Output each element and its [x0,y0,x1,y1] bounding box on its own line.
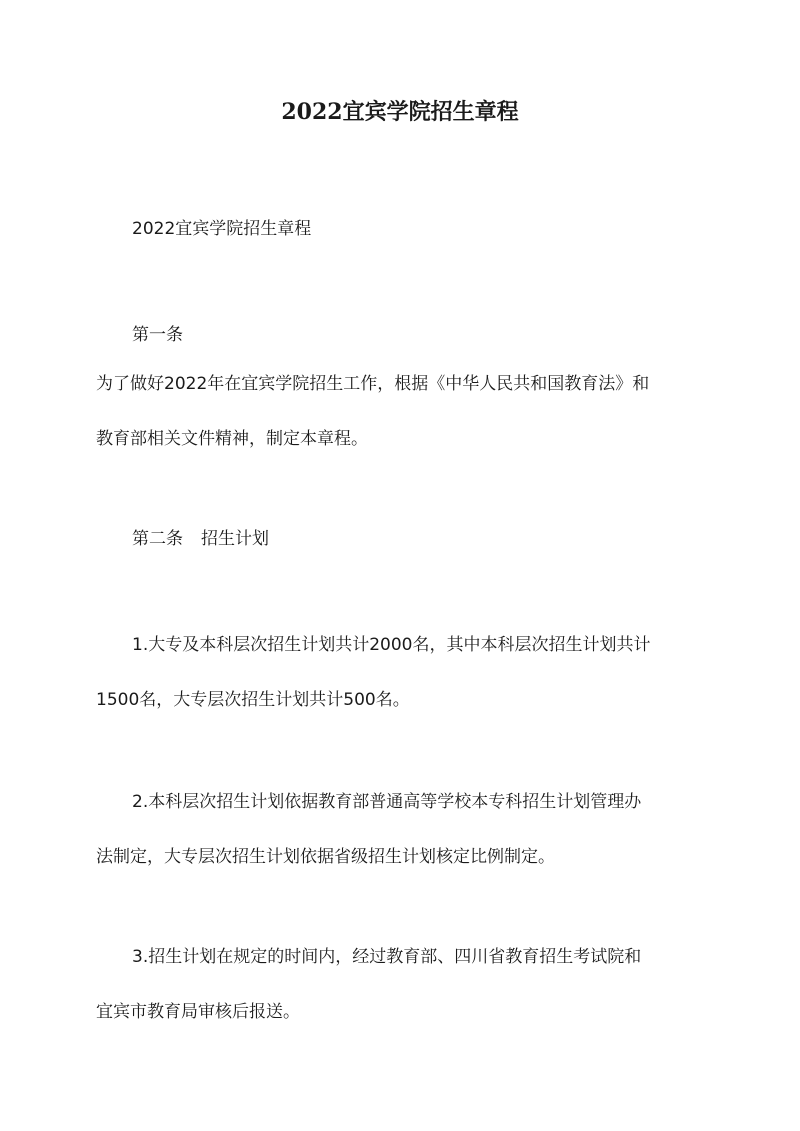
article-2-heading-title: 招生计划 [201,529,269,549]
paragraph-line: 1.大专及本科层次招生计划共计2000名，其中本科层次招生计划共计 [132,635,651,655]
article-2-item-3 [96,930,706,1040]
article-2-heading [96,512,742,567]
document-title: 2022宜宾学院招生章程 [281,99,519,125]
paragraph-line: 3.招生计划在规定的时间内，经过教育部、四川省教育招生考试院和 [132,947,642,967]
paragraph-line: 宜宾市教育局审核后报送。 [96,1002,300,1022]
paragraph-line: 教育部相关文件精神，制定本章程。 [96,429,368,449]
article-1-body [96,357,706,467]
article-2-heading-text: 第二条 [132,529,183,549]
paragraph-line: 法制定，大专层次招生计划依据省级招生计划核定比例制定。 [96,847,555,867]
article-1-heading-text: 第一条 [132,325,183,345]
document-subtitle [96,202,742,257]
article-1-heading [96,308,742,363]
article-2-item-2 [96,775,706,885]
paragraph-line: 为了做好2022年在宜宾学院招生工作，根据《中华人民共和国教育法》和 [96,374,650,394]
paragraph-line: 1500名，大专层次招生计划共计500名。 [96,690,410,710]
paragraph-line: 2.本科层次招生计划依据教育部普通高等学校本专科招生计划管理办 [132,792,642,812]
subtitle-text: 2022宜宾学院招生章程 [132,219,312,239]
article-2-item-1 [96,618,706,728]
